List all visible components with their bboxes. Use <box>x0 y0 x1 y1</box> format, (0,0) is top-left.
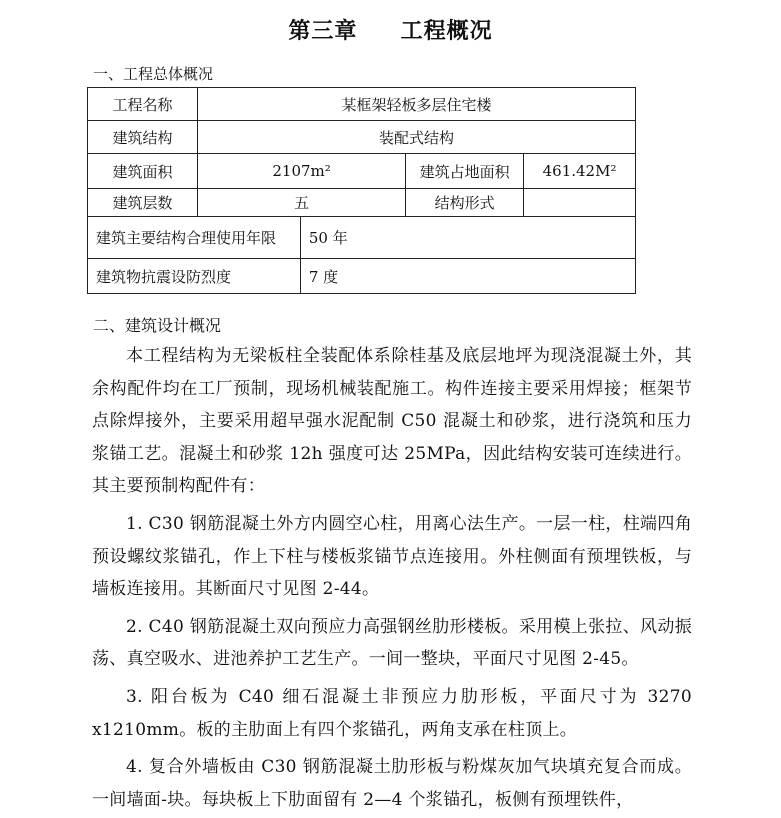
table-cell-value: 50 年 <box>300 217 635 259</box>
table-cell-value: 7 度 <box>300 259 635 294</box>
table-cell-label: 建筑结构 <box>88 121 198 154</box>
table-cell-label: 建筑物抗震设防烈度 <box>88 259 301 294</box>
chapter-title: 第三章 工程概况 <box>288 19 493 44</box>
table-cell-label: 建筑层数 <box>88 189 198 217</box>
table-cell-label: 工程名称 <box>88 88 198 121</box>
table-row <box>88 88 636 121</box>
table-cell-label: 建筑占地面积 <box>406 154 524 189</box>
table-cell-label: 结构形式 <box>406 189 524 217</box>
table-cell-value <box>524 189 636 217</box>
table-row <box>88 217 636 259</box>
paragraph: 本工程结构为无梁板柱全装配体系除桂基及底层地坪为现浇混凝土外，其余构配件均在工厂预制，现场机械装配施工。构件连接主要采用焊接；框架节点除焊接外，主要采用超早强水泥配制 C50 混凝土和砂浆，进行浇筑和压力浆锚工艺。混凝土和砂浆 12h 强度可达 25MPa，因此结构安装可连续进行。其主要预制构配件有： <box>92 346 692 497</box>
table-row <box>88 259 636 294</box>
paragraph: 4. 复合外墙板由 C30 钢筋混凝土肋形板与粉煤灰加气块填充复合而成。一间墙面-块。每块板上下肋面留有 2—4 个浆锚孔，板侧有预埋铁件， <box>92 757 692 810</box>
section-heading-design: 二、建筑设计概况 <box>93 316 222 335</box>
table-cell-value: 装配式结构 <box>197 121 635 154</box>
table-cell-label: 建筑主要结构合理使用年限 <box>88 217 301 259</box>
table-cell-value: 461.42M² <box>524 154 636 189</box>
paragraph: 1. C30 钢筋混凝土外方内圆空心柱，用离心法生产。一层一柱，柱端四角预设螺纹浆锚孔，作上下柱与楼板浆锚节点连接用。外柱侧面有预埋铁板，与墙板连接用。其断面尺寸见图 2-44。 <box>92 513 692 600</box>
table-row <box>88 121 636 154</box>
table-row <box>88 189 636 217</box>
paragraph: 2. C40 钢筋混凝土双向预应力高强钢丝肋形楼板。采用模上张拉、风动振荡、真空吸水、进池养护工艺生产。一间一整块，平面尺寸见图 2-45。 <box>92 616 692 670</box>
table-cell-label: 建筑面积 <box>88 154 198 189</box>
body-text <box>92 340 692 816</box>
table-cell-value: 某框架轻板多层住宅楼 <box>197 88 635 121</box>
project-info-table <box>87 87 636 294</box>
paragraph: 3. 阳台板为 C40 细石混凝土非预应力肋形板，平面尺寸为 3270 x1210mm。板的主肋面上有四个浆锚孔，两角支承在柱顶上。 <box>92 686 692 740</box>
section-heading-overview: 一、工程总体概况 <box>93 65 214 83</box>
table-cell-value: 五 <box>197 189 405 217</box>
table-row <box>88 154 636 189</box>
table-cell-value: 2107m² <box>197 154 405 189</box>
